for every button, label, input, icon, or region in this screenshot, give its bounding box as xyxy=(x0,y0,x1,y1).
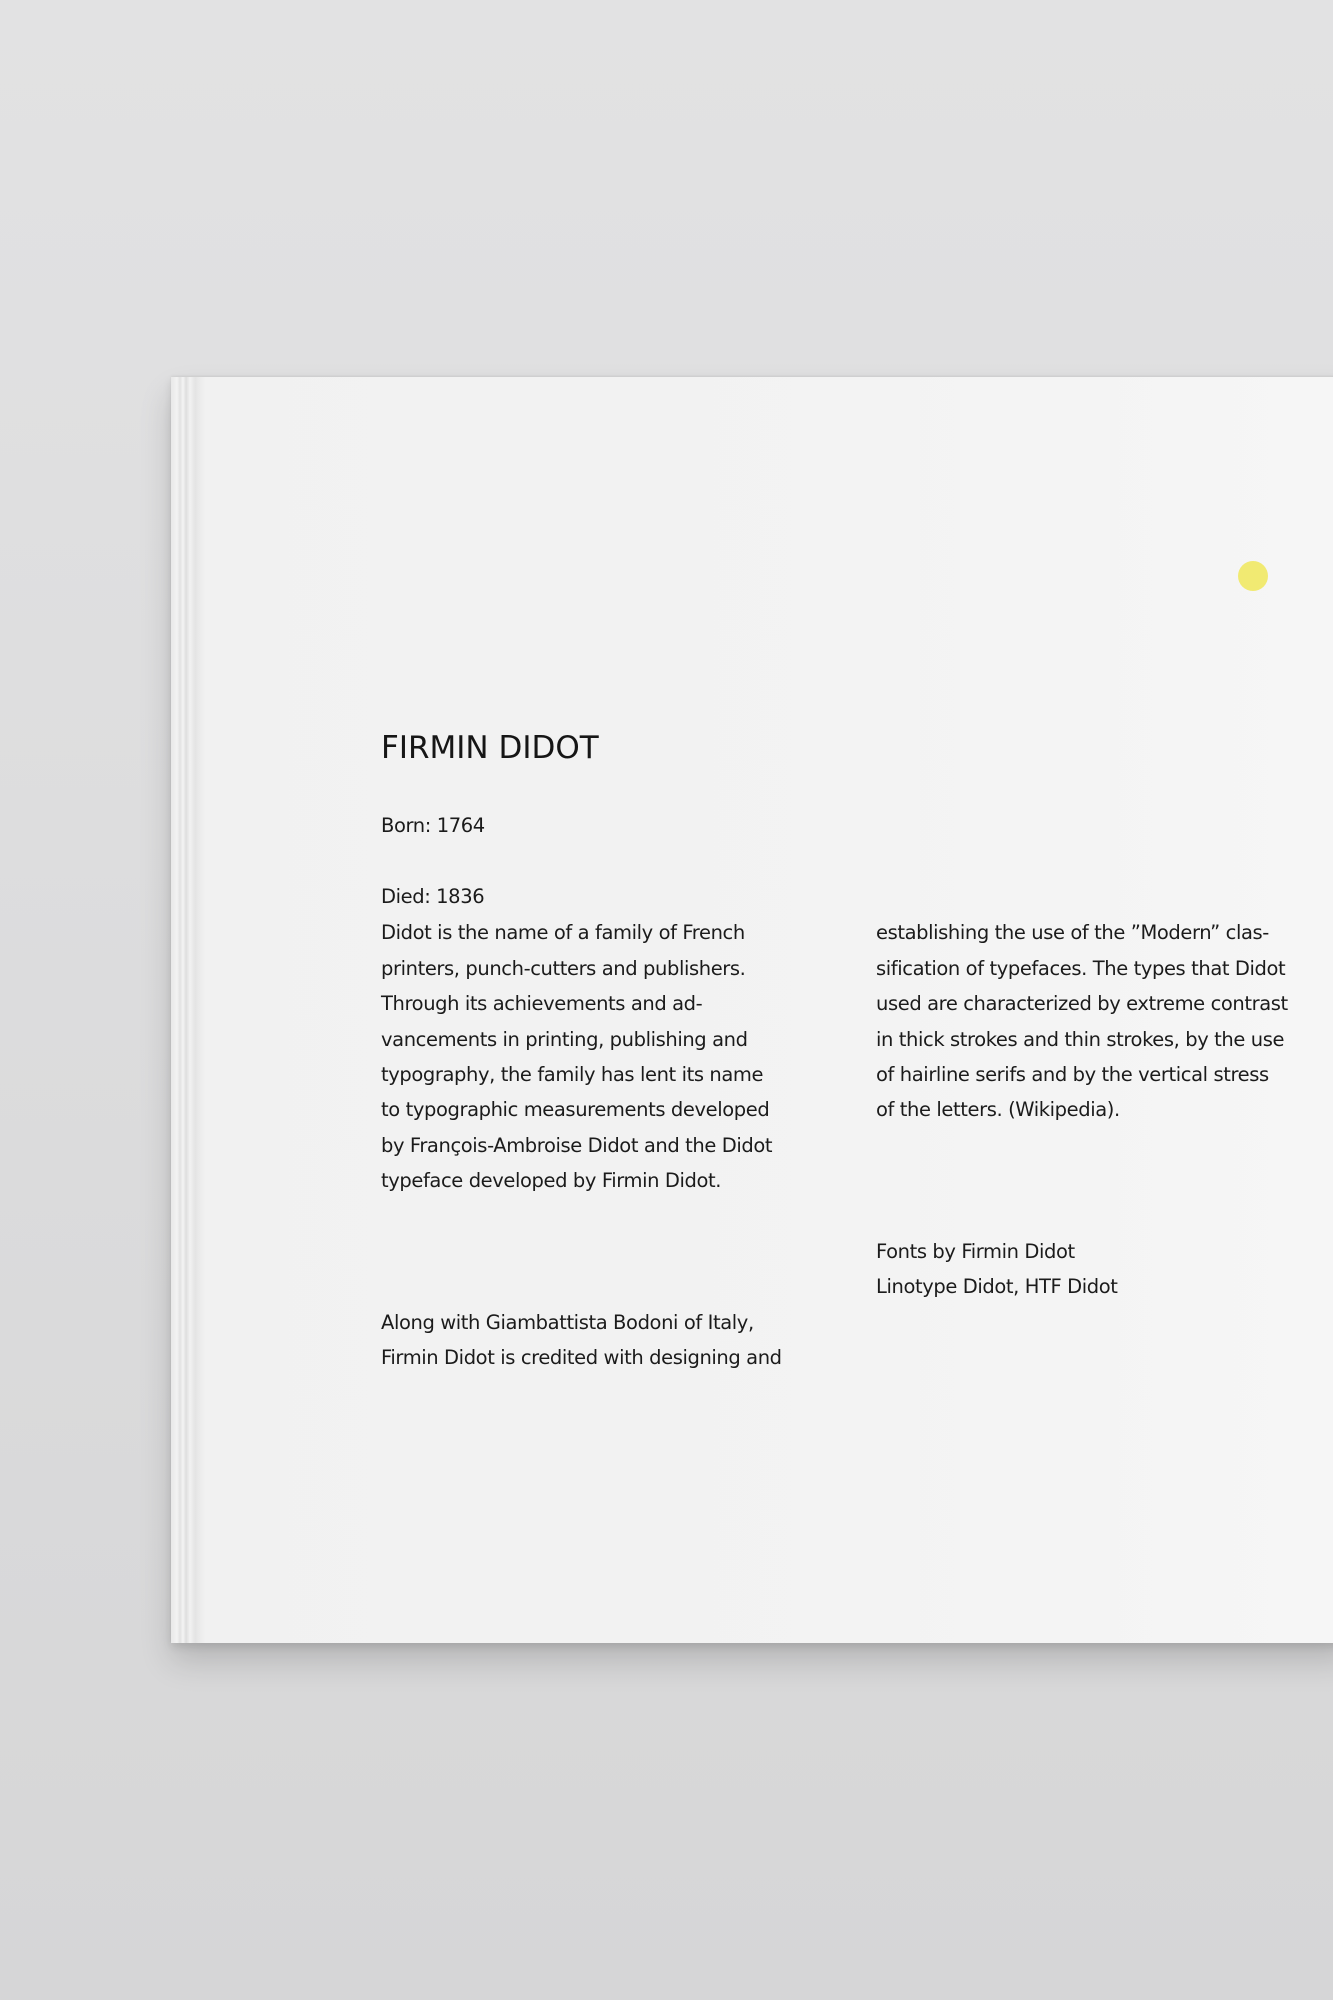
fonts-paragraph: Fonts by Firmin Didot Linotype Didot, HTF Didot xyxy=(876,1240,1118,1299)
page-stack-edge xyxy=(171,377,205,1643)
yellow-dot-icon xyxy=(1238,561,1268,591)
paragraph: Along with Giambattista Bodoni of Italy, Firmin Didot is credited with designing and xyxy=(381,1310,782,1370)
text-column-left xyxy=(381,880,801,1411)
text-column-right xyxy=(876,880,1296,1340)
paragraph: establishing the use of the ”Modern” clas- sification of typefaces. The types that Didot used are characterized by extreme contrast in thick strokes and thin strokes, by the use of hairline serifs and by the vertical stress of the letters. (Wikipedia). xyxy=(876,921,1288,1122)
page-title: FIRMIN DIDOT xyxy=(381,730,599,766)
died-line: Died: 1836 xyxy=(381,885,485,909)
paragraph: Didot is the name of a family of French printers, punch-cutters and publishers. Through its achievements and ad- vancements in printing, publishing and typography, the family has lent its name to typographic measurements developed by François-Ambroise Didot and the Didot typeface developed by Firmin Didot. xyxy=(381,921,773,1193)
born-line: Born: 1764 xyxy=(381,814,485,838)
